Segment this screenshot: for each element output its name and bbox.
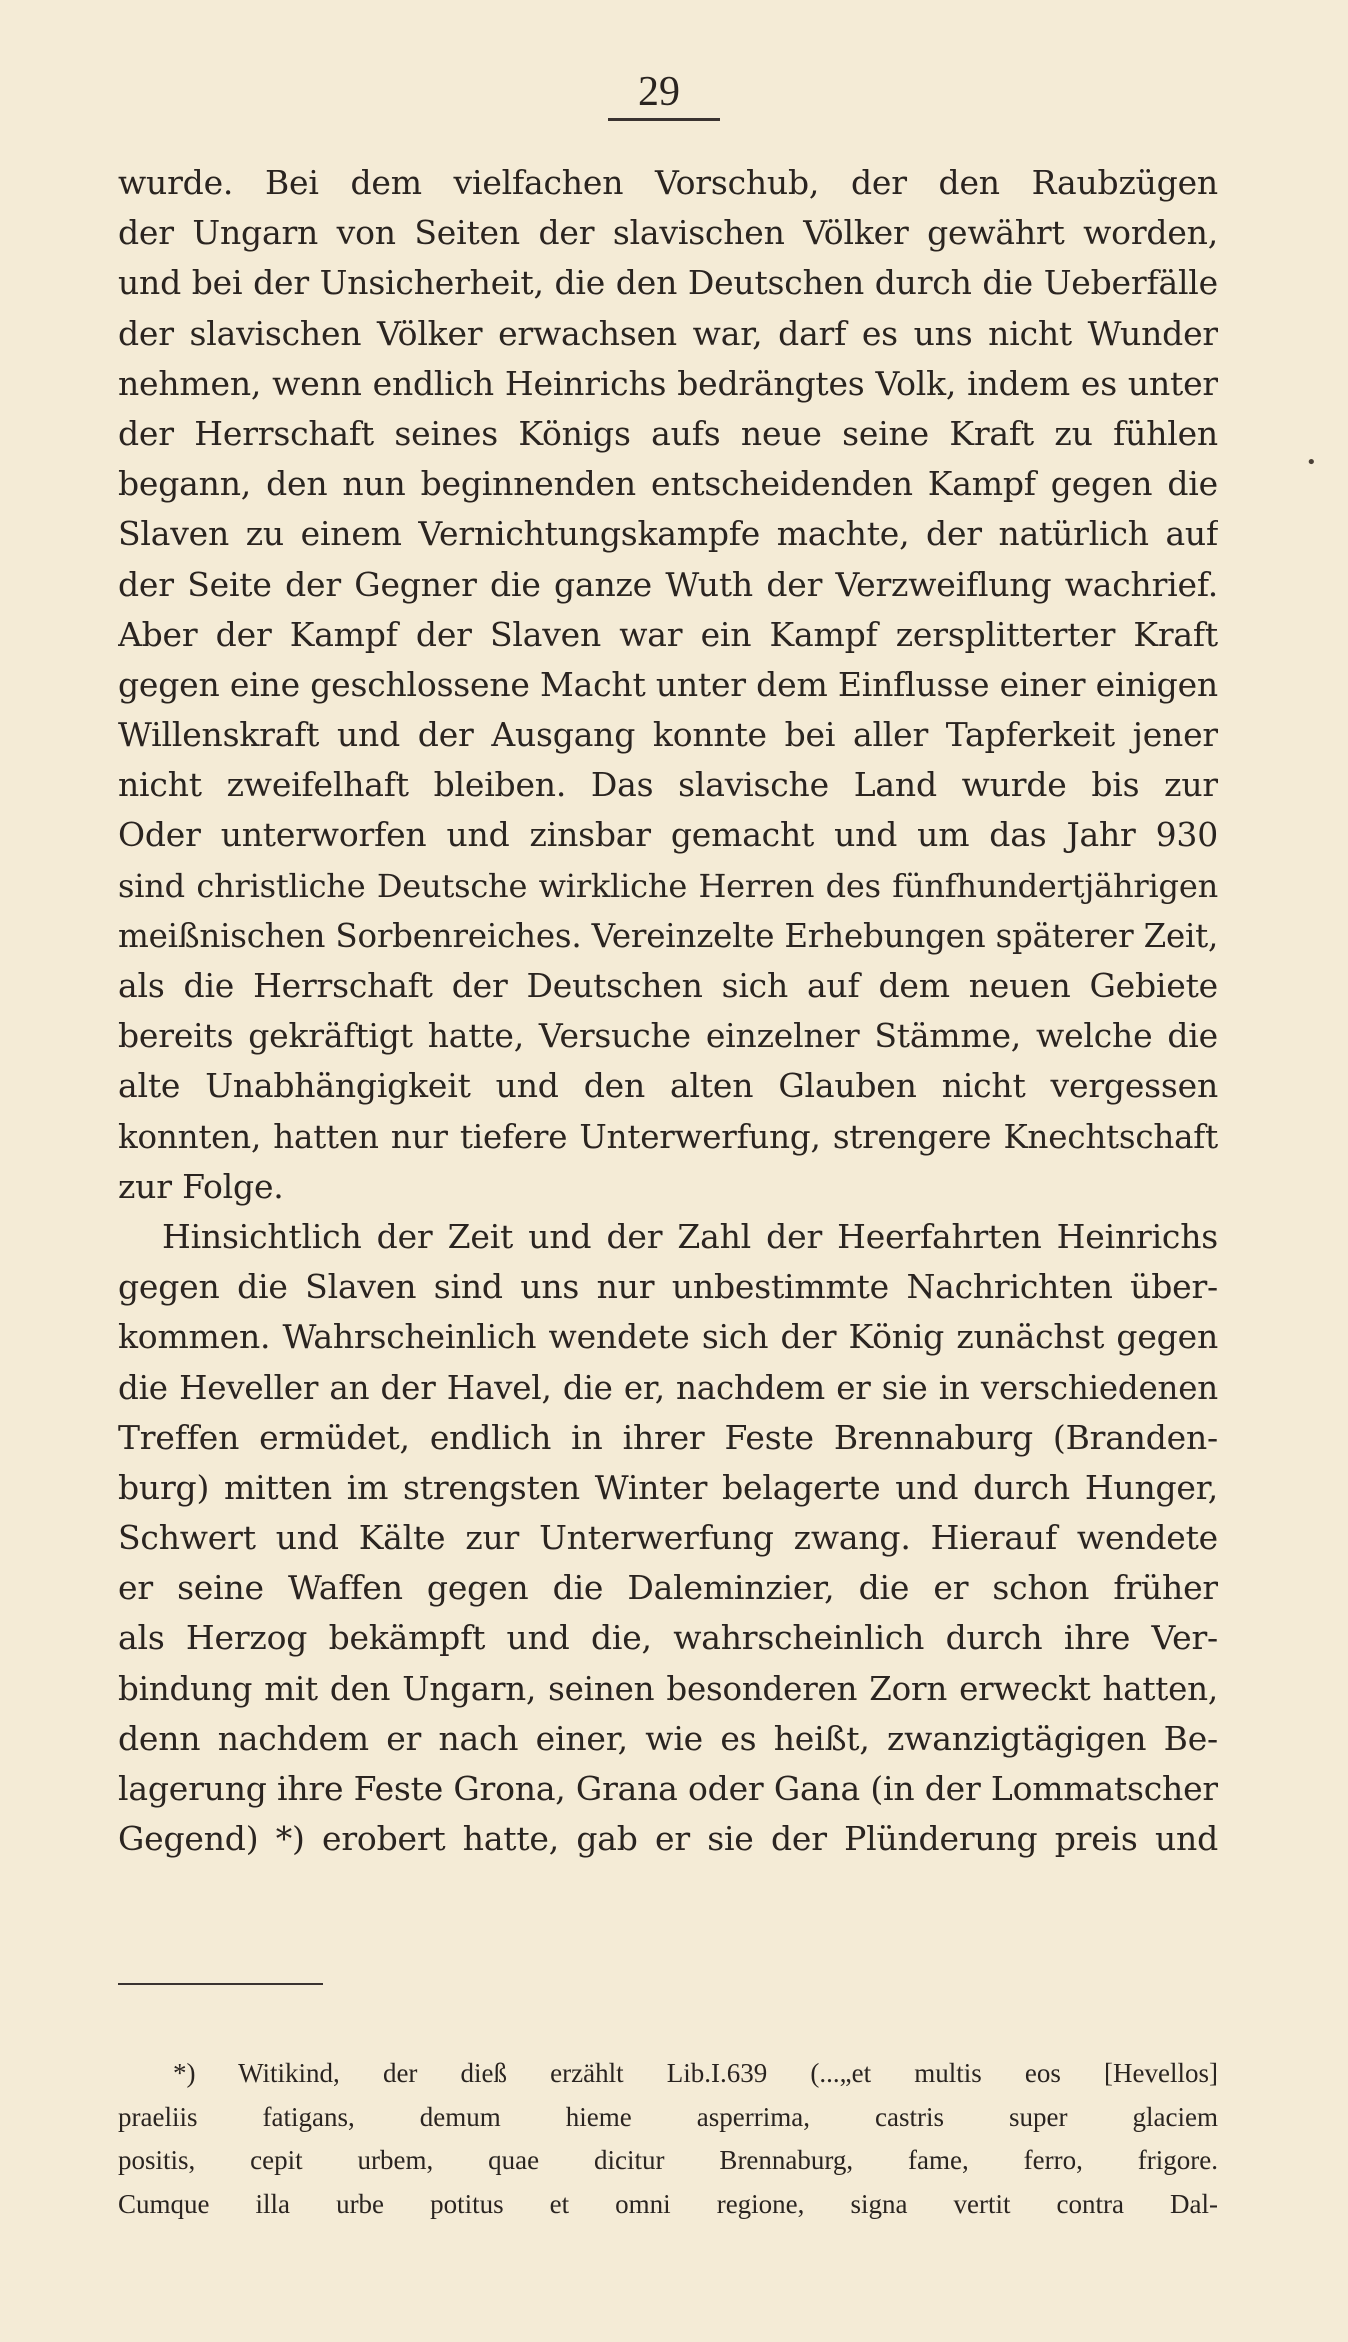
paragraph-end-line: zur Folge. [118, 1166, 284, 1206]
footnote-rule [118, 1983, 323, 1985]
text-line: wurde. Bei dem vielfachen Vorschub, der den Raubzügen [118, 163, 1218, 202]
text-line: als die Herrschaft der Deutschen sich auf dem neuen Gebiete [118, 966, 1218, 1005]
text-line: der slavischen Völker erwachsen war, darf es uns nicht Wunder [118, 313, 1218, 353]
text-line: bereits gekräftigt hatte, Versuche einzelner Stämme, welche die [118, 1016, 1218, 1056]
text-line: bindung mit den Ungarn, seinen besonderen Zorn erweckt hatten, [118, 1669, 1218, 1708]
text-line: Slaven zu einem Vernichtungskampfe machte, der natürlich auf [118, 514, 1218, 554]
text-line: Aber der Kampf der Slaven war ein Kampf zersplitterter Kraft [118, 614, 1218, 654]
text-line: der Herrschaft seines Königs aufs neue seine Kraft zu fühlen [118, 413, 1218, 453]
footnote-line: Cumque illa urbe potitus et omni regione, signa vertit contra Dal- [118, 2188, 1218, 2219]
text-line: nehmen, wenn endlich Heinrichs bedrängtes Volk, indem es unter [118, 363, 1218, 403]
text-line: Oder unterworfen und zinsbar gemacht und um das Jahr 930 [118, 815, 1218, 855]
text-line: Treffen ermüdet, endlich in ihrer Feste Brennaburg (Branden- [118, 1417, 1218, 1457]
text-line: Gegend) *) erobert hatte, gab er sie der Plünderung preis und [118, 1819, 1218, 1859]
footnote-line: praeliis fatigans, demum hieme asperrima, castris super glaciem [118, 2101, 1218, 2132]
text-line: burg) mitten im strengsten Winter belagerte und durch Hunger, [118, 1467, 1218, 1507]
margin-dot: • [1306, 452, 1317, 473]
text-line: gegen die Slaven sind uns nur unbestimmte Nachrichten über- [118, 1267, 1218, 1307]
text-line: die Heveller an der Havel, die er, nachdem er sie in verschiedenen [118, 1368, 1218, 1407]
text-line: meißnischen Sorbenreiches. Vereinzelte Erhebungen späterer Zeit, [118, 916, 1218, 955]
text-line: lagerung ihre Feste Grona, Grana oder Gana (in der Lommatscher [118, 1769, 1218, 1808]
text-line: denn nachdem er nach einer, wie es heißt, zwanzigtägigen Be- [118, 1718, 1218, 1758]
text-line: der Seite der Gegner die ganze Wuth der Verzweiflung wachrief. [118, 564, 1218, 604]
paragraph-start-line: Hinsichtlich der Zeit und der Zahl der Heerfahrten Heinrichs [162, 1216, 1218, 1256]
text-line: begann, den nun beginnenden entscheidenden Kampf gegen die [118, 464, 1218, 504]
text-line: Willenskraft und der Ausgang konnte bei aller Tapferkeit jener [118, 715, 1218, 755]
text-line: nicht zweifelhaft bleiben. Das slavische Land wurde bis zur [118, 765, 1218, 805]
body-text [118, 158, 1218, 1864]
page-number: 29 [638, 69, 680, 115]
text-line: konnten, hatten nur tiefere Unterwerfung, strengere Knechtschaft [118, 1117, 1218, 1156]
text-line: kommen. Wahrscheinlich wendete sich der König zunächst gegen [118, 1317, 1218, 1357]
text-line: gegen eine geschlossene Macht unter dem Einflusse einer einigen [118, 664, 1218, 704]
footnote-line: positis, cepit urbem, quae dicitur Brennaburg, fame, ferro, frigore. [118, 2145, 1218, 2175]
text-line: und bei der Unsicherheit, die den Deutschen durch die Ueberfälle [118, 263, 1218, 303]
footnote [118, 2052, 1218, 2226]
text-line: als Herzog bekämpft und die, wahrscheinlich durch ihre Ver- [118, 1618, 1218, 1658]
text-line: er seine Waffen gegen die Daleminzier, die er schon früher [118, 1568, 1218, 1608]
footnote-line: *) Witikind, der dieß erzählt Lib.I.639 (...„et multis eos [Hevellos] [173, 2058, 1218, 2088]
text-line: sind christliche Deutsche wirkliche Herren des fünfhundertjährigen [118, 866, 1218, 905]
page-number-rule [608, 118, 720, 121]
text-line: alte Unabhängigkeit und den alten Glauben nicht vergessen [118, 1066, 1218, 1106]
text-line: Schwert und Kälte zur Unterwerfung zwang. Hierauf wendete [118, 1518, 1218, 1558]
text-line: der Ungarn von Seiten der slavischen Völker gewährt worden, [118, 213, 1218, 253]
